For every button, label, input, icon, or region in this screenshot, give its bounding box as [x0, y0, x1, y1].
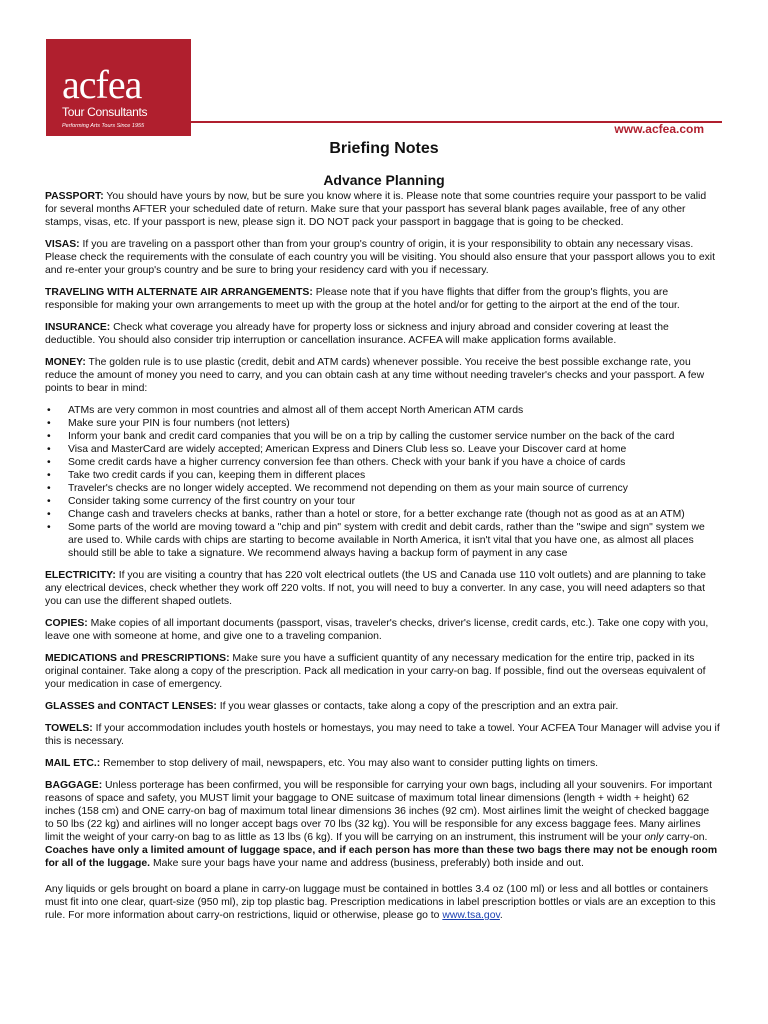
section-heading: BAGGAGE:: [45, 780, 103, 791]
towels-section: [45, 722, 720, 748]
section-heading: GLASSES and CONTACT LENSES:: [45, 701, 217, 712]
logo-subtitle: Tour Consultants: [62, 105, 148, 119]
logo-name: acfea: [62, 62, 142, 107]
list-item: • Visa and MasterCard are widely accepted; American Express and Diners Club less so. Leave your Discover card at home: [45, 443, 720, 456]
section-text: carry-on.: [663, 832, 708, 843]
section-text-end: .: [499, 910, 503, 921]
document-body: [45, 190, 720, 931]
section-heading: VISAS:: [45, 239, 80, 250]
money-tips-list: [45, 404, 720, 560]
section-text: Make copies of all important documents (passport, visas, traveler's checks, driver's license, credit cards, etc.). Take one copy with you, leave one with someone at home, and give one to a traveling companion.: [45, 618, 709, 642]
passport-section: [45, 190, 720, 229]
page-title: Briefing Notes: [329, 140, 439, 157]
mail-section: [45, 757, 720, 770]
section-heading: MAIL ETC.:: [45, 758, 101, 769]
electricity-section: [45, 569, 720, 608]
section-text: Make sure you have a sufficient quantity of any necessary medication for the entire trip, packed in its original container. Take along a copy of the prescription. Pack all medication in your carry-on bag. If possible, find out the overseas equivalent of your medication in case of emergency.: [45, 653, 706, 690]
section-heading: MONEY:: [45, 357, 86, 368]
list-item: • Some credit cards have a higher currency conversion fee than others. Check with your bank if you have a choice of cards: [45, 456, 720, 469]
section-text: Check what coverage you already have for property loss or sickness and injury abroad and consider covering at least the deductible. You should also consider trip interruption or cancellation insurance. ACFEA will make application forms available.: [45, 322, 669, 346]
section-heading: COPIES:: [45, 618, 88, 629]
glasses-section: [45, 700, 720, 713]
list-item: • Consider taking some currency of the first country on your tour: [45, 495, 720, 508]
insurance-section: [45, 321, 720, 347]
section-text: Any liquids or gels brought on board a plane in carry-on luggage must be contained in bottles 3.4 oz (100 ml) or less and all bottles or containers must fit into one clear, quart-size (950 ml), zip top plastic bag. Prescription medications in label prescription bottles or vials are an exception to this rule. For more information about carry-on restrictions, liquid or otherwise, please go to: [45, 884, 716, 921]
list-item: • Take two credit cards if you can, keeping them in different places: [45, 469, 720, 482]
section-heading: TRAVELING WITH ALTERNATE AIR ARRANGEMENTS:: [45, 287, 313, 298]
section-text: If you are visiting a country that has 220 volt electrical outlets (the US and Canada use 110 volt outlets) and are planning to take any electrical devices, check whether they work off 220 volts. If not, you will need to buy a converter. In any case, you will need adapters so that you can use the different shaped outlets.: [45, 570, 706, 607]
section-text: Please note that if you have flights that differ from the group's flights, you are responsible for making your own arrangements to meet up with the group at the hotel and/or for getting to the airport at the end of the tour.: [45, 287, 680, 311]
list-item: • Inform your bank and credit card companies that you will be on a trip by calling the customer service number on the back of the card: [45, 430, 720, 443]
baggage-section: [45, 779, 720, 870]
section-text: Unless porterage has been confirmed, you will be responsible for carrying your own bags, including all your souvenirs. For important reasons of space and safety, you MUST limit your baggage to ONE suitcase of maximum total linear dimensions (length + width + height) 62 inches (158 cm) and ONE carry-on bag of maximum total linear dimensions 36 inches (92 cm). Most airlines limit the weight of checked baggage to 50 lbs (22 kg) and airlines will no longer accept bags over 70 lbs (32 kg). You will be responsible for any excess baggage fees. Many airlines limit the weight of your carry-on bag to as little as 13 lbs (6 kg). If you will be carrying on an instrument, this instrument will be your: [45, 780, 713, 843]
tsa-link[interactable]: www.tsa.gov: [442, 910, 500, 921]
logo-tagline: Performing Arts Tours Since 1955: [62, 123, 145, 129]
section-text: You should have yours by now, but be sure you know where it is. Please note that some countries require your passport to be valid for several months AFTER your scheduled date of return. Make sure that your passport has several blank pages available, free of any other stamps, visas, etc. If your passport is new, please sign it. DO NOT pack your passport in baggage that is going to be checked.: [45, 191, 707, 228]
list-item: • Make sure your PIN is four numbers (not letters): [45, 417, 720, 430]
section-heading: INSURANCE:: [45, 322, 111, 333]
liquids-section: [45, 883, 720, 922]
section-heading: PASSPORT:: [45, 191, 104, 202]
list-item: • ATMs are very common in most countries and almost all of them accept North American ATM cards: [45, 404, 720, 417]
section-text: The golden rule is to use plastic (credit, debit and ATM cards) whenever possible. You receive the best possible exchange rate, you reduce the amount of money you need to carry, and you can obtain cash at any time without needing traveler's checks and your passport. A few points to bear in mind:: [45, 357, 705, 394]
bold-note: Coaches have only a limited amount of luggage space, and if each person has more than these two bags there may not be enough room for all of the luggage.: [45, 845, 718, 869]
list-item: • Some parts of the world are moving toward a "chip and pin" system with credit and debit cards, rather than the "swipe and sign" system we are used to. While cards with chips are starting to become available in North America, it isn't vital that you have one, as almost all places should still be able to take a signature. We recommend always having a backup form of payment in any case: [45, 521, 720, 560]
section-heading: TOWELS:: [45, 723, 93, 734]
section-heading: ELECTRICITY:: [45, 570, 116, 581]
medications-section: [45, 652, 720, 691]
section-text: If your accommodation includes youth hostels or homestays, you may need to take a towel. Your ACFEA Tour Manager will advise you if this is necessary.: [45, 723, 720, 747]
section-text: If you are traveling on a passport other than from your group's country of origin, it is your responsibility to obtain any necessary visas. Please check the requirements with the consulate of each country you will be visiting. You should also ensure that your passport allows you to exit and re-enter your group's country and be sure to bring your residency card with you if necessary.: [45, 239, 715, 276]
section-text: If you wear glasses or contacts, take along a copy of the prescription and an extra pair.: [216, 701, 619, 712]
visas-section: [45, 238, 720, 277]
list-item: • Change cash and travelers checks at banks, rather than a hotel or store, for a better exchange rate (though not as good as at an ATM): [45, 508, 720, 521]
section-text: Make sure your bags have your name and address (business, preferably) both inside and out.: [150, 858, 584, 869]
copies-section: [45, 617, 720, 643]
emphasis-text: only: [644, 832, 664, 843]
website-link[interactable]: www.acfea.com: [614, 122, 704, 136]
air-arrangements-section: [45, 286, 720, 312]
section-text: Remember to stop delivery of mail, newspapers, etc. You may also want to consider putting lights on timers.: [100, 758, 599, 769]
section-heading: MEDICATIONS and PRESCRIPTIONS:: [45, 653, 230, 664]
list-item: • Traveler's checks are no longer widely accepted. We recommend not depending on them as your main source of currency: [45, 482, 720, 495]
page-subtitle: Advance Planning: [323, 172, 445, 188]
money-section: [45, 356, 720, 395]
